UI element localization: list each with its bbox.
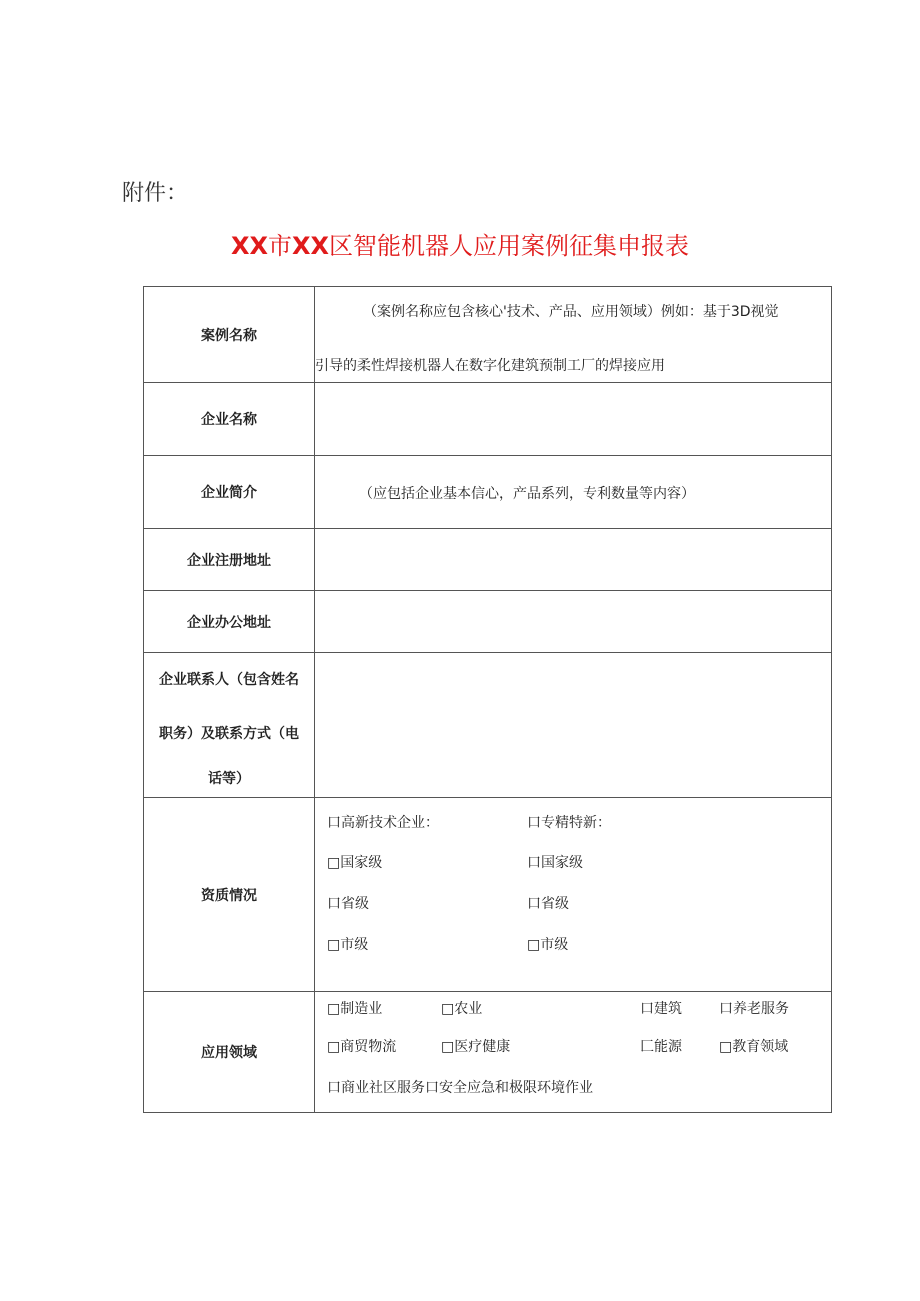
row-company-intro — [144, 456, 832, 529]
qual-hightech-national-checkbox[interactable]: □国家级 — [327, 855, 383, 871]
registered-address-field[interactable] — [315, 529, 832, 591]
qual-specialized-national-checkbox[interactable]: 口国家级 — [527, 855, 583, 871]
form-title — [0, 226, 920, 261]
company-intro-hint: （应包括企业基本信心，产品系列，专利数量等内容） — [359, 486, 695, 502]
title-rest: 区智能机器人应用案例征集申报表 — [329, 232, 690, 260]
application-form-table — [143, 286, 832, 1113]
contact-label-line1: 企业联系人（包含姓名 — [159, 672, 299, 688]
title-xx-city: XX — [230, 232, 268, 260]
application-field-label: 应用领域 — [144, 992, 315, 1113]
row-qualification — [144, 798, 832, 992]
row-contact — [144, 653, 832, 798]
qual-hightech-provincial-checkbox[interactable]: 口省级 — [327, 896, 369, 912]
qual-specialized-provincial-checkbox[interactable]: 口省级 — [527, 896, 569, 912]
office-address-field[interactable] — [315, 591, 832, 653]
attachment-label: 附件： — [122, 181, 189, 206]
contact-label — [144, 653, 315, 798]
case-name-hint-line2: 引导的柔性焊接机器人在数字化建筑预制工厂的焊接应用 — [315, 358, 665, 374]
row-case-name — [144, 287, 832, 383]
case-name-label: 案例名称 — [144, 287, 315, 383]
row-company-name — [144, 383, 832, 456]
office-address-label: 企业办公地址 — [144, 591, 315, 653]
field-elderly-care-checkbox[interactable]: 口养老服务 — [719, 1001, 789, 1017]
field-logistics-checkbox[interactable]: □商贸物流 — [327, 1039, 397, 1055]
registered-address-label: 企业注册地址 — [144, 529, 315, 591]
field-construction-checkbox[interactable]: 口建筑 — [640, 1001, 682, 1017]
company-intro-field[interactable] — [315, 456, 832, 529]
qual-specialized-checkbox[interactable]: 口专精特新： — [527, 815, 611, 831]
field-manufacturing-checkbox[interactable]: □制造业 — [327, 1001, 383, 1017]
contact-label-line2: 职务）及联系方式（电 — [159, 726, 299, 742]
field-energy-checkbox[interactable]: 匚能源 — [640, 1039, 682, 1055]
field-healthcare-checkbox[interactable]: □医疗健康 — [441, 1039, 511, 1055]
qual-hightech-city-checkbox[interactable]: □市级 — [327, 937, 369, 953]
row-application-field — [144, 992, 832, 1113]
qual-hightech-checkbox[interactable]: 口高新技术企业： — [327, 815, 439, 831]
qualification-field — [315, 798, 832, 992]
company-name-field[interactable] — [315, 383, 832, 456]
application-field-options — [315, 992, 832, 1113]
field-education-checkbox[interactable]: □教育领域 — [719, 1039, 789, 1055]
row-registered-address — [144, 529, 832, 591]
case-name-field[interactable] — [315, 287, 832, 383]
contact-field[interactable] — [315, 653, 832, 798]
field-agriculture-checkbox[interactable]: □农业 — [441, 1001, 483, 1017]
title-xx-district: XX — [292, 232, 330, 260]
field-community-safety-checkbox[interactable]: 口商业社区服务口安全应急和极限环境作业 — [327, 1080, 593, 1096]
case-name-hint-line1: （案例名称应包含核心'技术、产品、应用领域）例如：基于3D视觉 — [363, 304, 779, 320]
company-intro-label: 企业简介 — [144, 456, 315, 529]
contact-label-line3: 话等） — [208, 771, 250, 787]
qualification-label: 资质情况 — [144, 798, 315, 992]
company-name-label: 企业名称 — [144, 383, 315, 456]
row-office-address — [144, 591, 832, 653]
qual-specialized-city-checkbox[interactable]: □市级 — [527, 937, 569, 953]
title-city: 市 — [268, 232, 292, 260]
